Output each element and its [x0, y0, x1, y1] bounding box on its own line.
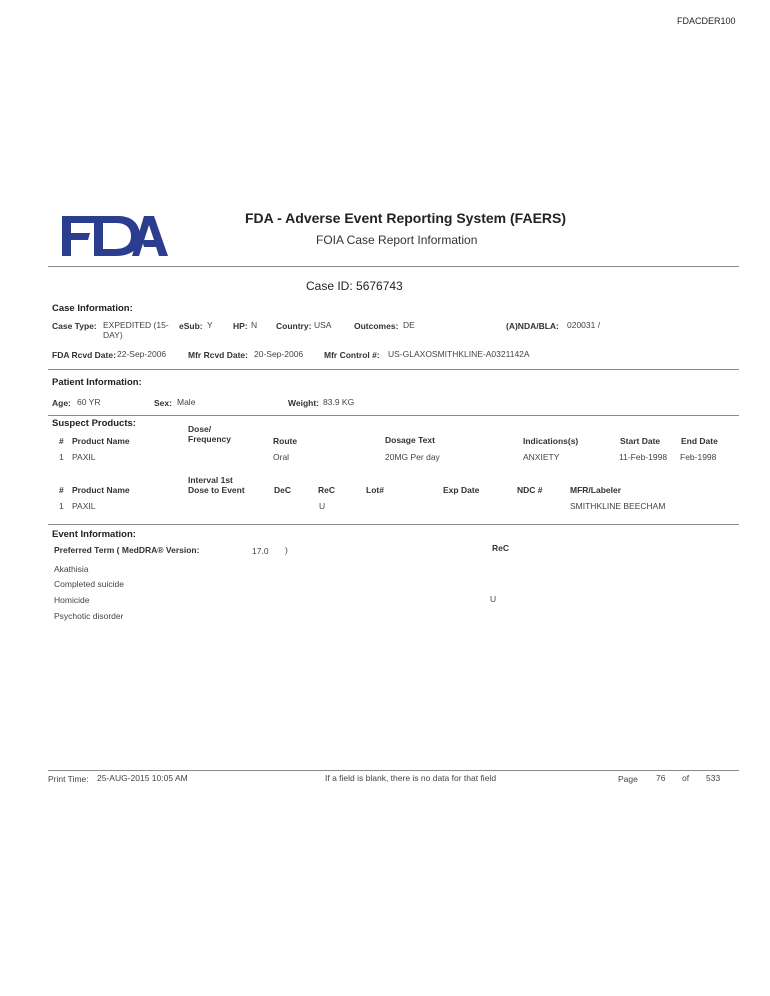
country-label: Country: — [276, 321, 312, 331]
event-term: Completed suicide — [54, 579, 124, 589]
esub-label: eSub: — [179, 321, 203, 331]
mfr-control-value: US-GLAXOSMITHKLINE-A0321142A — [388, 349, 530, 359]
meddra-version: 17.0 — [252, 546, 269, 556]
hp-value: N — [251, 320, 258, 330]
preferred-term-label: Preferred Term ( MedDRA® Version: — [54, 545, 200, 555]
row2-rec: U — [319, 501, 326, 511]
case-info-divider — [48, 369, 739, 370]
row1-end-date: Feb-1998 — [680, 452, 717, 462]
row1-product: PAXIL — [72, 452, 96, 462]
mfr-rcvd-label: Mfr Rcvd Date: — [188, 350, 248, 360]
fda-rcvd-value: 22-Sep-2006 — [117, 349, 167, 359]
mfr-control-label: Mfr Control #: — [324, 350, 380, 360]
dec-header: DeC — [274, 485, 292, 495]
total-pages: 533 — [706, 773, 721, 783]
interval-header-2: Dose to Event — [188, 485, 245, 495]
dose-header-2: Frequency — [188, 434, 231, 444]
lot-header: Lot# — [366, 485, 384, 495]
event-term: Homicide — [54, 595, 90, 605]
esub-value: Y — [207, 320, 213, 330]
fda-logo — [56, 208, 174, 264]
row2-num: 1 — [59, 501, 64, 511]
event-term: Akathisia — [54, 564, 89, 574]
page-label: Page — [618, 774, 638, 784]
dosage-text-header: Dosage Text — [385, 435, 435, 445]
product-name-header-2: Product Name — [72, 485, 130, 495]
blank-field-note: If a field is blank, there is no data for that field — [325, 773, 497, 783]
footer-divider — [48, 770, 739, 771]
row1-start-date: 11-Feb-1998 — [619, 452, 668, 462]
weight-label: Weight: — [288, 398, 320, 408]
page-number: 76 — [656, 773, 666, 783]
suspect-products-heading: Suspect Products: — [52, 418, 136, 429]
interval-header-1: Interval 1st — [188, 475, 233, 485]
print-time-value: 25-AUG-2015 10:05 AM — [97, 773, 188, 783]
age-value: 60 YR — [77, 397, 101, 407]
row1-route: Oral — [273, 452, 290, 462]
hp-label: HP: — [233, 321, 248, 331]
dose-header-1: Dose/ — [188, 424, 212, 434]
report-title: FDA - Adverse Event Reporting System (FAERS) — [245, 210, 567, 226]
fda-rcvd-label: FDA Rcvd Date: — [52, 350, 116, 360]
print-time-label: Print Time: — [48, 774, 89, 784]
indications-header: Indications(s) — [523, 436, 579, 446]
document-code: FDACDER100 — [677, 16, 736, 26]
suspect-products-divider — [48, 524, 739, 525]
patient-info-heading: Patient Information: — [52, 377, 142, 388]
row2-product: PAXIL — [72, 501, 96, 511]
event-term: Psychotic disorder — [54, 611, 124, 621]
mfr-rcvd-value: 20-Sep-2006 — [254, 349, 304, 359]
age-label: Age: — [52, 398, 71, 408]
route-header: Route — [273, 436, 298, 446]
weight-value: 83.9 KG — [323, 397, 355, 407]
event-info-heading: Event Information: — [52, 529, 136, 540]
num-header-2: # — [59, 485, 64, 495]
report-subtitle: FOIA Case Report Information — [316, 233, 478, 247]
row1-num: 1 — [59, 452, 64, 462]
case-type-label: Case Type: — [52, 321, 97, 331]
num-header: # — [59, 436, 64, 446]
start-date-header: Start Date — [620, 436, 661, 446]
event-rec-header: ReC — [492, 543, 510, 553]
outcomes-value: DE — [403, 320, 415, 330]
row1-dosage-text: 20MG Per day — [385, 452, 440, 462]
case-info-heading: Case Information: — [52, 303, 133, 314]
homicide-rec: U — [490, 594, 497, 604]
exp-date-header: Exp Date — [443, 485, 480, 495]
sex-value: Male — [177, 397, 196, 407]
case-id: Case ID: 5676743 — [306, 279, 403, 293]
ndc-header: NDC # — [517, 485, 543, 495]
sex-label: Sex: — [154, 398, 172, 408]
case-type-value-1: EXPEDITED (15- — [103, 320, 169, 330]
nda-label: (A)NDA/BLA: — [506, 321, 559, 331]
row1-indications: ANXIETY — [523, 452, 560, 462]
product-name-header: Product Name — [72, 436, 130, 446]
nda-value: 020031 / — [567, 320, 601, 330]
outcomes-label: Outcomes: — [354, 321, 399, 331]
version-close-paren: ) — [285, 545, 288, 555]
of-label: of — [682, 773, 690, 783]
country-value: USA — [314, 320, 332, 330]
patient-info-divider — [48, 415, 739, 416]
end-date-header: End Date — [681, 436, 718, 446]
header-divider — [48, 266, 739, 267]
row2-mfr-labeler: SMITHKLINE BEECHAM — [570, 501, 666, 511]
case-type-value-2: DAY) — [103, 330, 123, 340]
mfr-labeler-header: MFR/Labeler — [570, 485, 622, 495]
rec-header: ReC — [318, 485, 336, 495]
